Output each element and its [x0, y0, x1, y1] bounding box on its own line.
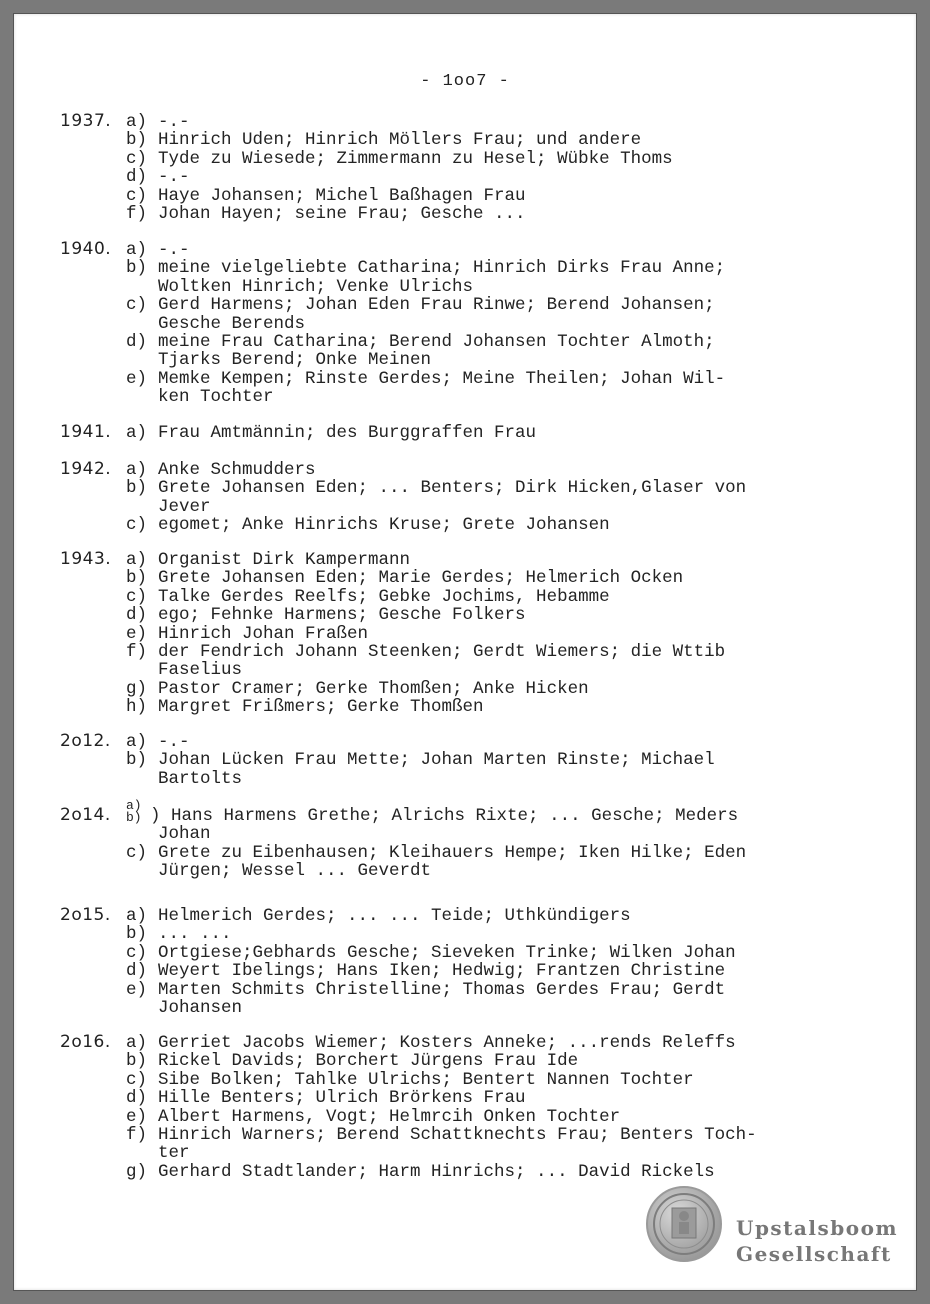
entry-text: Johan Hayen; seine Frau; Gesche ... [158, 204, 526, 224]
entry-year: 1937. [60, 111, 112, 131]
entry-letter: c) [126, 586, 148, 607]
entry-text: Johan Lücken Frau Mette; Johan Marten Rinste; Michael [158, 750, 715, 771]
entry-text: Weyert Ibelings; Hans Iken; Hedwig; Frantzen Christine [158, 961, 726, 982]
entry-text: Grete zu Eibenhausen; Kleihauers Hempe; Iken Hilke; Eden [158, 842, 747, 863]
entry-letter: c) [126, 1069, 148, 1090]
entry-year: 2o12. [60, 731, 111, 751]
entry-letter: b) [126, 258, 148, 279]
entry-year: 1943. [60, 549, 112, 569]
page-number: - 1oo7 - [420, 72, 510, 91]
entry-text: Tyde zu Wiesede; Zimmermann zu Hesel; Wübke Thoms [158, 148, 673, 169]
entry-text: Gerriet Jacobs Wiemer; Kosters Anneke; ...rends Releffs [158, 1033, 736, 1053]
entry-text: Anke Schmudders [158, 460, 316, 480]
entry-letter: a) [126, 550, 148, 570]
entry-text: meine Frau Catharina; Berend Johansen Tochter Almoth; [158, 332, 715, 352]
entry-continuation: Bartolts [158, 768, 243, 789]
seal-icon [646, 1186, 722, 1262]
entry-text: Organist Dirk Kampermann [158, 550, 411, 570]
entry-letter: c) [126, 295, 148, 316]
entry-text: Gerhard Stadtlander; Harm Hinrichs; ... David Rickels [158, 1161, 715, 1182]
entry-letter: e) [126, 623, 148, 644]
entry-continuation: Johan [158, 824, 211, 845]
entry-text: -.- [158, 240, 190, 260]
entry-letter: e) [126, 1106, 148, 1127]
entry-text: Helmerich Gerdes; ... ... Teide; Uthkündigers [158, 906, 631, 926]
entry-continuation: Jürgen; Wessel ... Geverdt [158, 861, 432, 882]
entry-text: Hinrich Uden; Hinrich Möllers Frau; und andere [158, 130, 642, 151]
entry-letter: a) [126, 460, 148, 480]
entry-text: Grete Johansen Eden; ... Benters; Dirk Hicken,Glaser von [158, 478, 747, 499]
entry-text: ego; Fehnke Harmens; Gesche Folkers [158, 605, 526, 626]
entry-letter: f) [126, 204, 148, 224]
entry-text: Margret Frißmers; Gerke Thomßen [158, 697, 484, 718]
entry-letter: b) [126, 1051, 148, 1072]
entry-letter: b) [126, 478, 148, 499]
entry-letter: h) [126, 697, 148, 718]
entry-letter: a) [126, 112, 148, 132]
entry-letter: a) [126, 732, 148, 752]
entry-text: egomet; Anke Hinrichs Kruse; Grete Johansen [158, 515, 610, 536]
entry-letter: b) [126, 568, 148, 589]
entry-letter: b) [126, 924, 148, 945]
entry-letter: a) [126, 1033, 148, 1053]
entry-text: ) Hans Harmens Grethe; Alrichs Rixte; ... Gesche; Meders [150, 806, 739, 826]
entry-text: Marten Schmits Christelline; Thomas Gerdes Frau; Gerdt [158, 979, 726, 1000]
entry-continuation: Johansen [158, 998, 243, 1018]
entry-text: der Fendrich Johann Steenken; Gerdt Wiemers; die Wttib [158, 642, 726, 662]
entry-year: 2o14. [60, 805, 111, 825]
entry-continuation: ter [158, 1143, 190, 1164]
entry-letter: b) [126, 750, 148, 771]
entry-text: -.- [158, 112, 190, 132]
entry-letter: e) [126, 368, 148, 389]
entry-text: Albert Harmens, Vogt; Helmrcih Onken Tochter [158, 1106, 621, 1127]
entry-text: Pastor Cramer; Gerke Thomßen; Anke Hicken [158, 678, 589, 699]
entry-letter: c) [126, 148, 148, 169]
entry-letter: c) [126, 185, 148, 206]
entry-text: Ortgiese;Gebhards Gesche; Sieveken Trinke; Wilken Johan [158, 942, 736, 963]
entry-continuation: Gesche Berends [158, 313, 306, 334]
entry-letter: c) [126, 842, 148, 863]
entry-text: Gerd Harmens; Johan Eden Frau Rinwe; Berend Johansen; [158, 295, 715, 316]
entry-text: Sibe Bolken; Tahlke Ulrichs; Bentert Nannen Tochter [158, 1069, 694, 1090]
entry-letter: d) [126, 961, 148, 982]
entry-text: Hille Benters; Ulrich Brörkens Frau [158, 1088, 526, 1109]
entry-letter: a) [126, 423, 148, 443]
entry-text: Haye Johansen; Michel Baßhagen Frau [158, 185, 526, 206]
entry-year: 1940. [60, 239, 112, 259]
entry-year: 2o15. [60, 905, 111, 925]
entry-letter: c) [126, 515, 148, 536]
entry-text: ... ... [158, 924, 232, 945]
entry-letter: d) [126, 332, 148, 352]
entry-letter: d) [126, 167, 148, 188]
entry-letter: f) [126, 1125, 148, 1145]
entry-year: 2o16. [60, 1032, 111, 1052]
entry-letter: b) [126, 130, 148, 151]
entry-text: Frau Amtmännin; des Burggraffen Frau [158, 423, 537, 443]
entry-letter: c) [126, 942, 148, 963]
entry-letter: a) b) [126, 798, 142, 825]
entry-letter: d) [126, 605, 148, 626]
entry-text: Memke Kempen; Rinste Gerdes; Meine Theilen; Johan Wil- [158, 368, 726, 389]
entry-letter: d) [126, 1088, 148, 1109]
entry-year: 1942. [60, 459, 112, 479]
entry-continuation: Jever [158, 496, 211, 517]
entry-letter: g) [126, 1161, 148, 1182]
entry-letter: g) [126, 678, 148, 699]
entry-letter: a) [126, 906, 148, 926]
entry-year: 1941. [60, 422, 112, 442]
brand-name-line1: Upstalsboom [736, 1216, 899, 1240]
entry-text: -.- [158, 732, 190, 752]
entry-text: -.- [158, 167, 190, 188]
entry-letter: f) [126, 642, 148, 662]
entry-text: Hinrich Johan Fraßen [158, 623, 369, 644]
entry-text: Rickel Davids; Borchert Jürgens Frau Ide [158, 1051, 579, 1072]
entry-continuation: ken Tochter [158, 387, 274, 408]
entry-continuation: Woltken Hinrich; Venke Ulrichs [158, 276, 474, 297]
entry-text: Hinrich Warners; Berend Schattknechts Frau; Benters Toch- [158, 1125, 757, 1145]
entry-text: meine vielgeliebte Catharina; Hinrich Dirks Frau Anne; [158, 258, 726, 279]
entry-letter: e) [126, 979, 148, 1000]
entry-text: Talke Gerdes Reelfs; Gebke Jochims, Hebamme [158, 586, 610, 607]
entry-continuation: Faselius [158, 660, 243, 681]
entry-continuation: Tjarks Berend; Onke Meinen [158, 350, 432, 371]
entry-text: Grete Johansen Eden; Marie Gerdes; Helmerich Ocken [158, 568, 684, 589]
entry-letter: a) [126, 240, 148, 260]
brand-name-line2: Gesellschaft [736, 1242, 892, 1266]
